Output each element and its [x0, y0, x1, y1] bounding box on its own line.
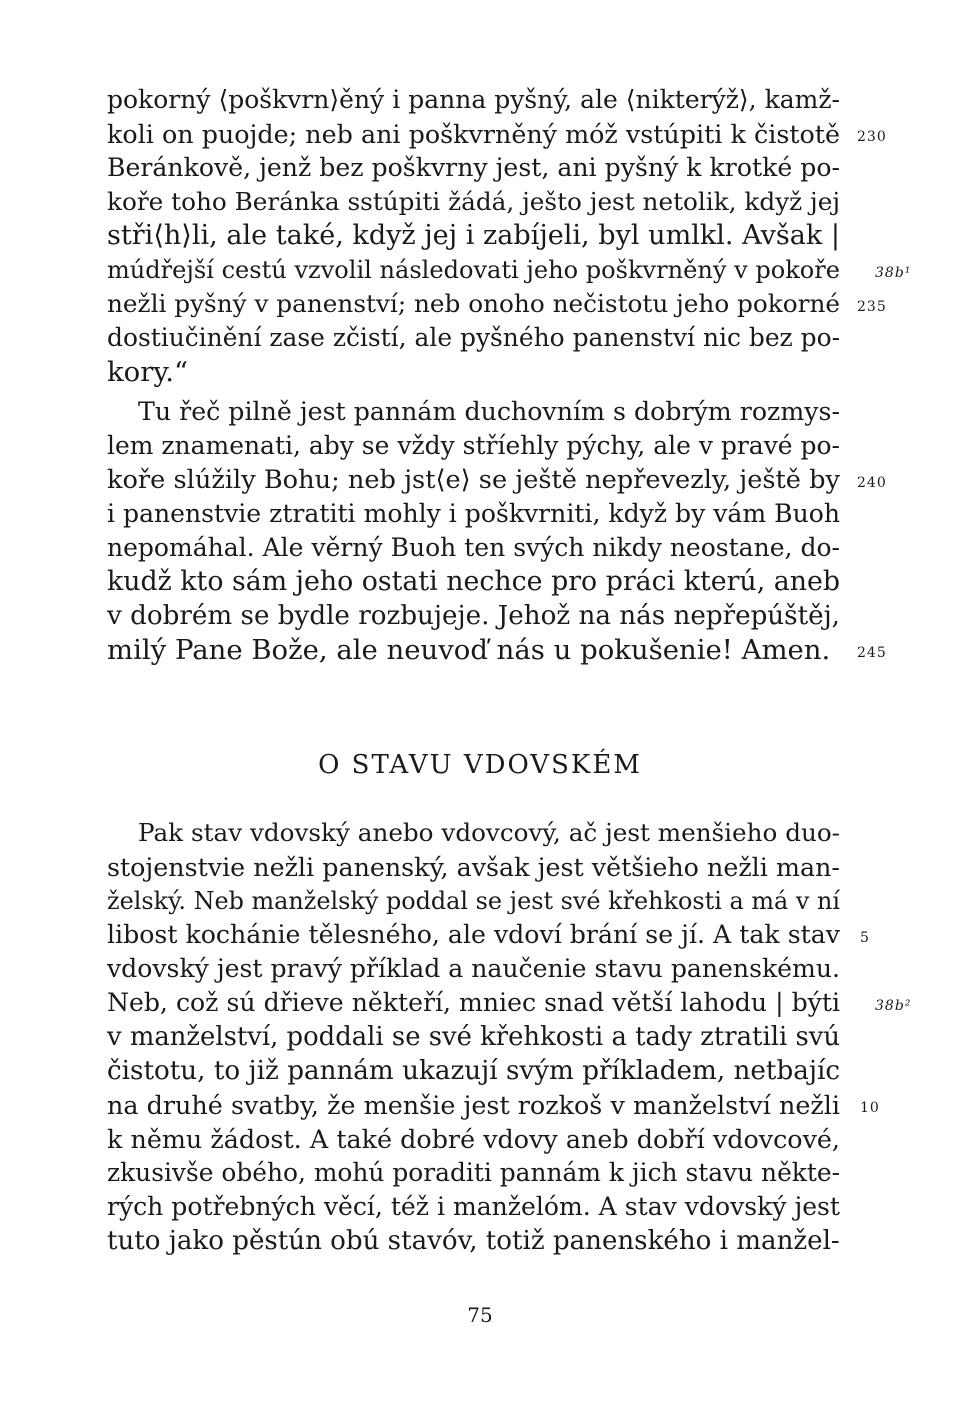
text-line: na druhé svatby, že menšie jest rozkoš v manželství nežli	[107, 1090, 840, 1120]
text-line: libost kochánie tělesného, ale vdoví brání se jí. A tak stav	[107, 920, 840, 949]
text-line: kory.“	[107, 356, 189, 388]
text-line: koli on puojde; neb ani poškvrněný móž vstúpiti k čistotě	[107, 119, 840, 149]
folio-marker: 38b²	[875, 998, 912, 1014]
section-title: O STAVU VDOVSKÉM	[318, 750, 642, 780]
text-line: milý Pane Bože, ale neuvoď nás u pokušenie! Amen.	[107, 634, 831, 666]
text-line: stři⟨h⟩li, ale také, když jej i zabíjeli, byl umlkl. Avšak |	[107, 220, 840, 251]
text-line: dostiučinění zase zčistí, ale pyšného panenství nic bez po-	[107, 323, 840, 352]
text-line: koře slúžily Bohu; neb jst⟨e⟩ se ještě nepřevezly, ještě by	[107, 465, 840, 495]
text-line: kudž kto sám jeho ostati nechce pro práci kterú, aneb	[107, 566, 840, 597]
line-number: 245	[857, 645, 887, 661]
text-line: i panenstvie ztratiti mohly i poškvrniti, když by vám Buoh	[107, 499, 840, 528]
text-line: Tu řeč pilně jest pannám duchovním s dobrým rozmys-	[138, 397, 840, 426]
text-line: múdřejší cestú vzvolil následovati jeho poškvrněný v pokoře	[107, 256, 840, 284]
text-line: v dobrém se bydle rozbujeje. Jehož na nás nepřepúštěj,	[107, 601, 840, 631]
text-line: stojenstvie nežli panenský, avšak jest většieho nežli man-	[107, 852, 840, 882]
text-line: nepomáhal. Ale věrný Buoh ten svých nikdy neostane, do-	[107, 533, 840, 562]
page-number: 75	[467, 1303, 493, 1327]
text-line: Pak stav vdovský anebo vdovcový, ač jest menšieho duo-	[138, 818, 840, 847]
line-number: 230	[857, 129, 887, 145]
line-number: 10	[860, 1100, 880, 1116]
text-line: tuto jako pěstún obú stavóv, totiž panenského i manžel-	[107, 1226, 840, 1256]
line-number: 240	[857, 475, 887, 491]
text-line: lem znamenati, aby se vždy stříehly pýchy, ale v pravé po-	[107, 431, 840, 460]
text-line: vdovský jest pravý příklad a naučenie stavu panenskému.	[107, 954, 840, 983]
text-line: koře toho Beránka sstúpiti žádá, ješto jest netolik, když jej	[107, 187, 840, 216]
line-number: 235	[857, 299, 887, 315]
text-line: v manželství, poddali se své křehkosti a tady ztratili svú	[107, 1022, 840, 1052]
text-line: rých potřebných věcí, též i manželóm. A stav vdovský jest	[107, 1192, 840, 1221]
line-number: 5	[860, 930, 870, 946]
text-line: Beránkově, jenž bez poškvrny jest, ani pyšný k krotké po-	[107, 153, 840, 182]
text-line: zkusivše obého, mohú poraditi pannám k jich stavu někte-	[107, 1158, 840, 1187]
text-line: k němu žádost. A také dobré vdovy aneb dobří vdovcové,	[107, 1124, 840, 1154]
text-line: nežli pyšný v panenství; neb onoho nečistotu jeho pokorné	[107, 289, 840, 318]
text-line: pokorný ⟨poškvrn⟩ěný i panna pyšný, ale ⟨nikterýž⟩, kamž-	[107, 85, 840, 114]
text-line: čistotu, to již pannám ukazují svým příkladem, netbajíc	[107, 1056, 840, 1086]
text-line: Neb, což sú dřieve někteří, mniec snad větší lahodu | býti	[107, 988, 840, 1017]
text-line: želský. Neb manželský poddal se jest své křehkosti a má v ní	[107, 887, 840, 915]
folio-marker: 38b¹	[875, 265, 912, 281]
